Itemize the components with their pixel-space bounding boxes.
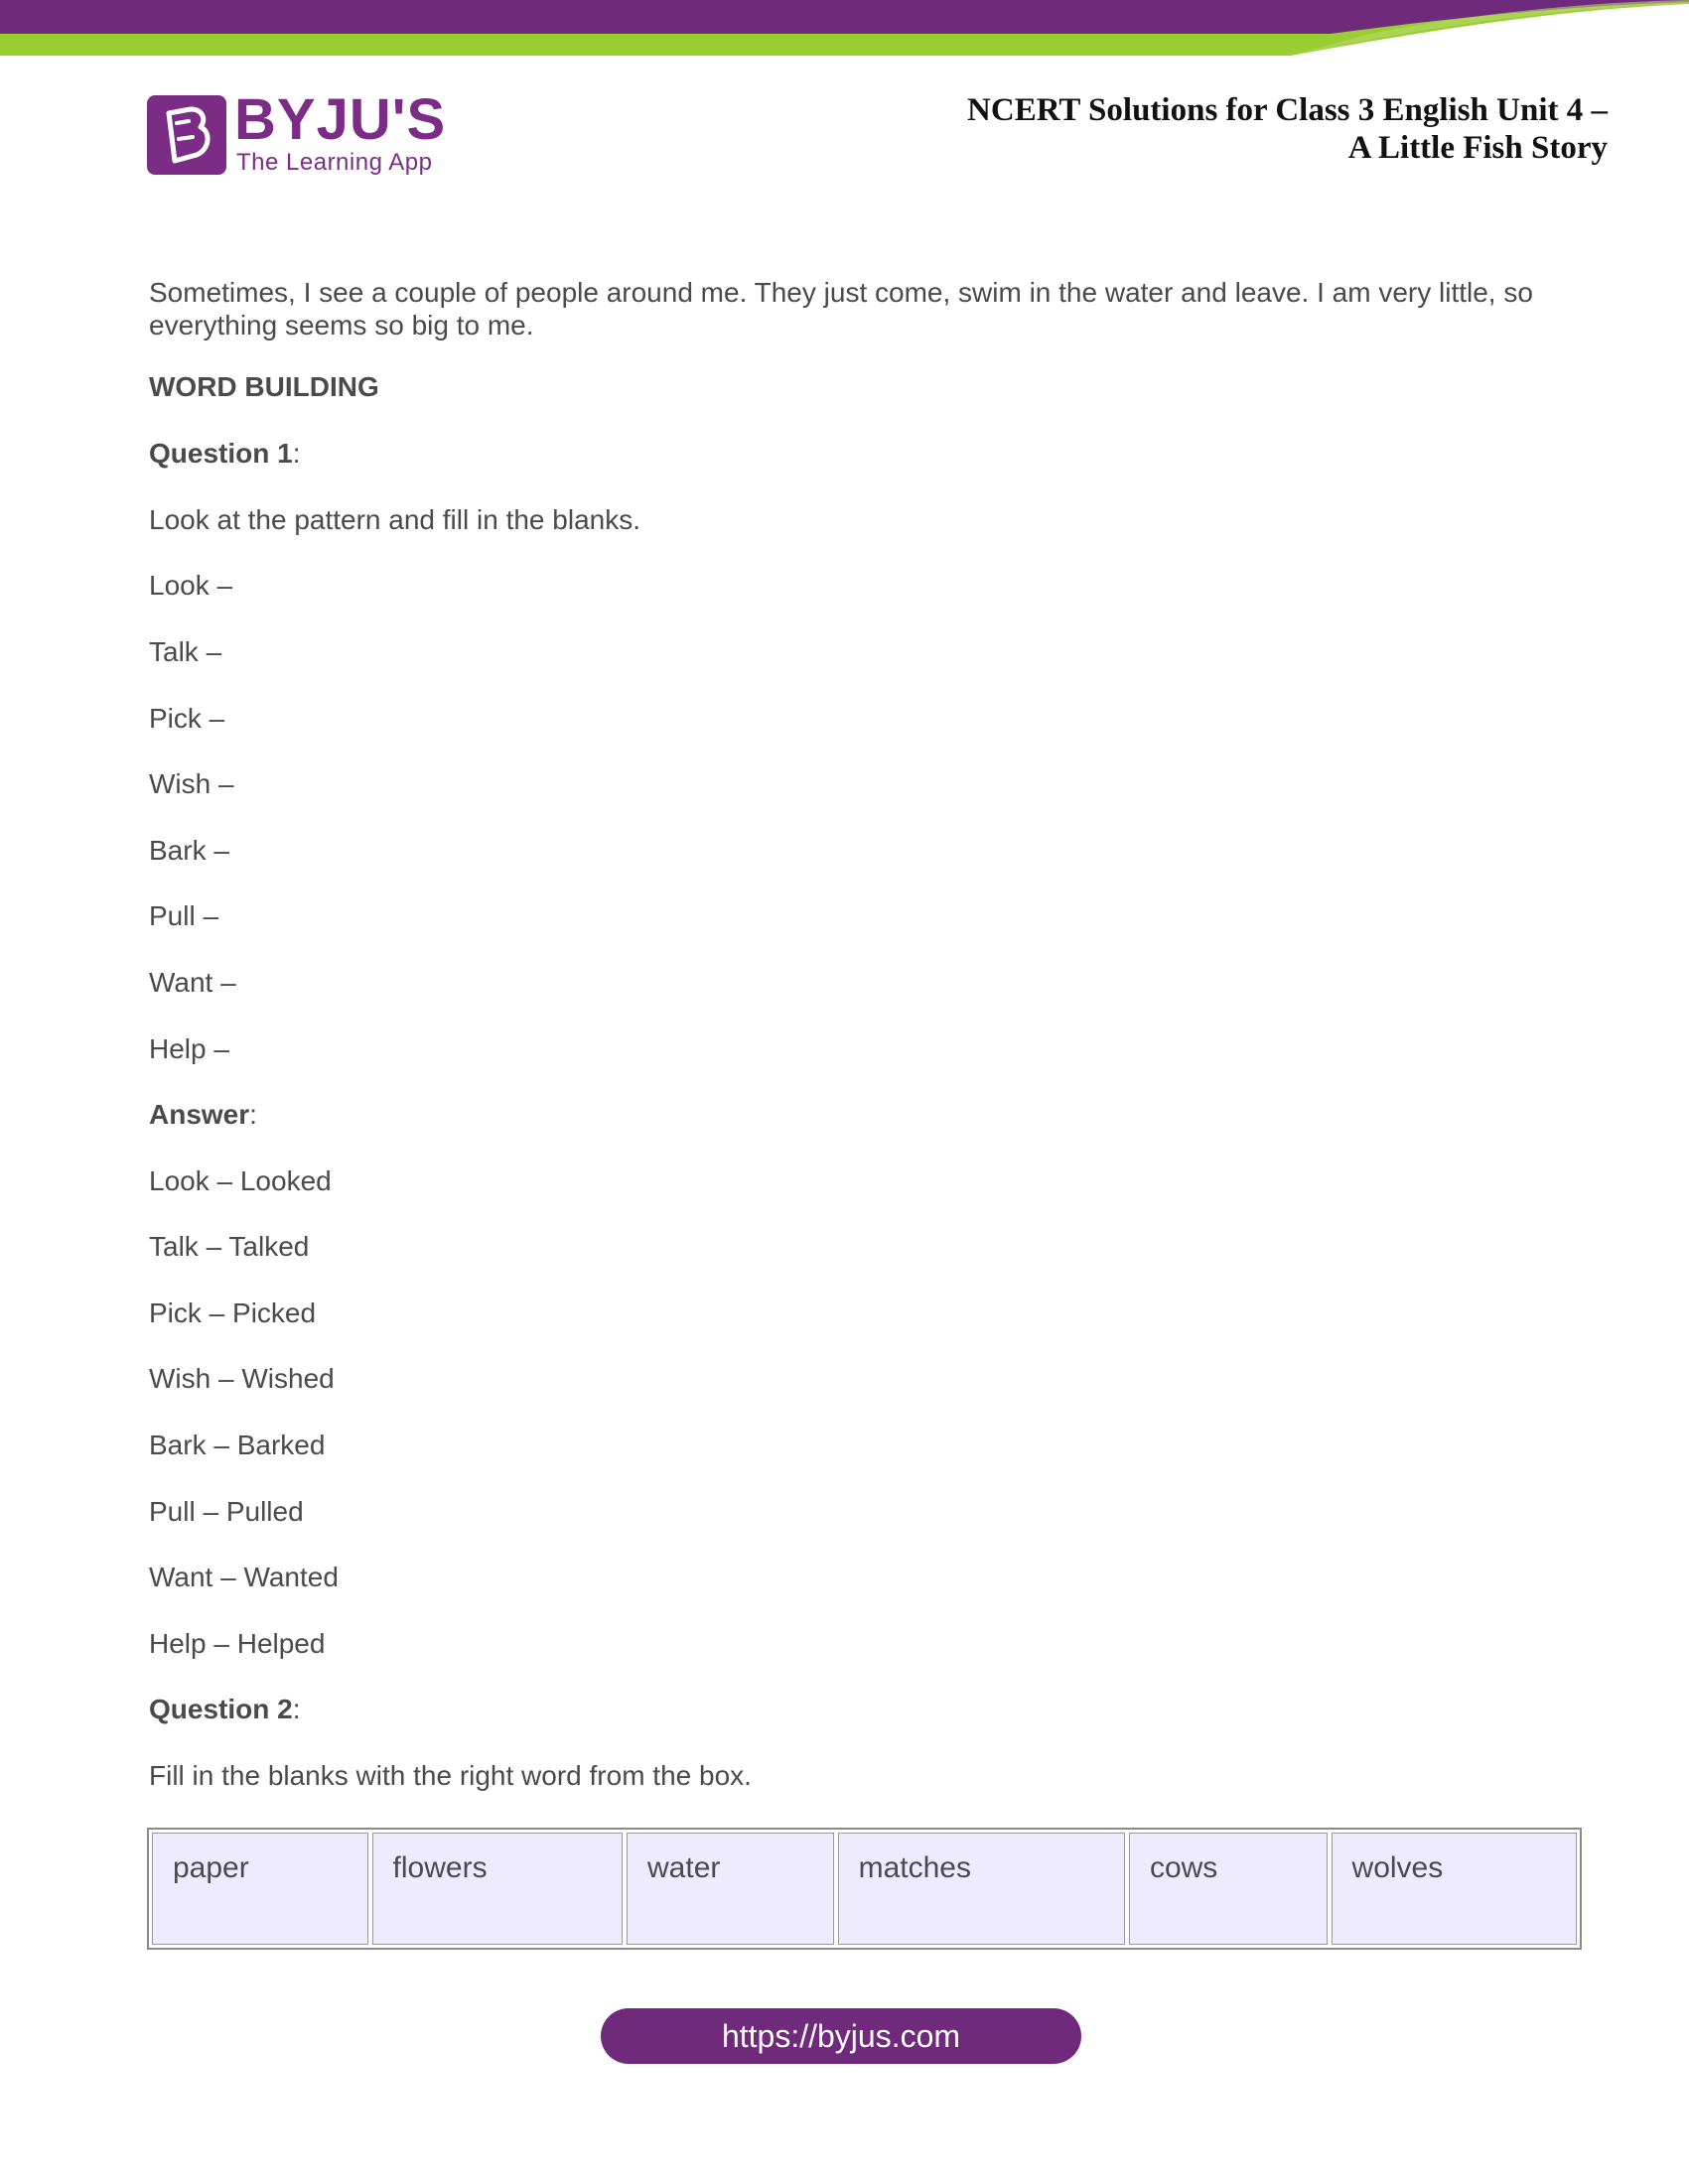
answer-item: Wish – Wished [149, 1363, 335, 1394]
question-1-item: Help – [149, 1033, 229, 1064]
intro-section [149, 276, 1559, 341]
answer-item: Help – Helped [149, 1628, 326, 1659]
question-2-heading [149, 1693, 300, 1726]
word-box-cell: water [627, 1833, 834, 1945]
word-box-cell: matches [838, 1833, 1125, 1945]
word-box-cell: cows [1129, 1833, 1328, 1945]
question-1-item: Look – [149, 570, 233, 601]
question-2-colon: : [292, 1694, 301, 1724]
byjus-logo[interactable] [147, 87, 447, 183]
word-box-cell: flowers [372, 1833, 623, 1945]
word-box-cell: wolves [1332, 1833, 1577, 1945]
answer-colon: : [249, 1099, 257, 1130]
answer-heading [149, 1098, 257, 1132]
question-1-item: Wish – [149, 768, 234, 799]
brand-name: BYJU'S [234, 87, 447, 152]
footer-url-link[interactable]: https://byjus.com [601, 2008, 1081, 2064]
question-2-prompt: Fill in the blanks with the right word from the box. [149, 1760, 752, 1791]
question-1-prompt: Look at the pattern and fill in the blanks. [149, 504, 640, 535]
section-heading: WORD BUILDING [149, 371, 379, 402]
answer-label: Answer [149, 1099, 250, 1130]
word-box [147, 1828, 1582, 1950]
answer-item: Talk – Talked [149, 1231, 310, 1262]
question-2-label: Question 2 [149, 1694, 293, 1724]
intro-paragraph: Sometimes, I see a couple of people around me. They just come, swim in the water and leave. I am very little, so everything seems so big to me. [149, 277, 1533, 341]
top-decorative-band [0, 0, 1689, 60]
document-title [714, 91, 1608, 167]
document-title-line-2: A Little Fish Story [1347, 130, 1608, 166]
word-box-cell: paper [152, 1833, 368, 1945]
question-1-item: Want – [149, 967, 236, 998]
question-1-item: Pick – [149, 703, 225, 734]
byjus-logo-icon [147, 95, 226, 175]
brand-tagline: The Learning App [236, 149, 433, 176]
answer-item: Pull – Pulled [149, 1496, 304, 1527]
document-title-line-1: NCERT Solutions for Class 3 English Unit 4 – [967, 92, 1608, 128]
answer-item: Want – Wanted [149, 1562, 339, 1592]
question-1-label: Question 1 [149, 438, 293, 469]
question-1-heading [149, 437, 300, 471]
answer-item: Pick – Picked [149, 1297, 317, 1328]
word-box-row [152, 1833, 1577, 1945]
question-1-item: Bark – [149, 835, 229, 866]
answer-item: Bark – Barked [149, 1430, 326, 1460]
answer-item: Look – Looked [149, 1165, 332, 1196]
question-1-item: Talk – [149, 636, 222, 667]
question-1-item: Pull – [149, 900, 219, 931]
question-1-colon: : [292, 438, 301, 469]
